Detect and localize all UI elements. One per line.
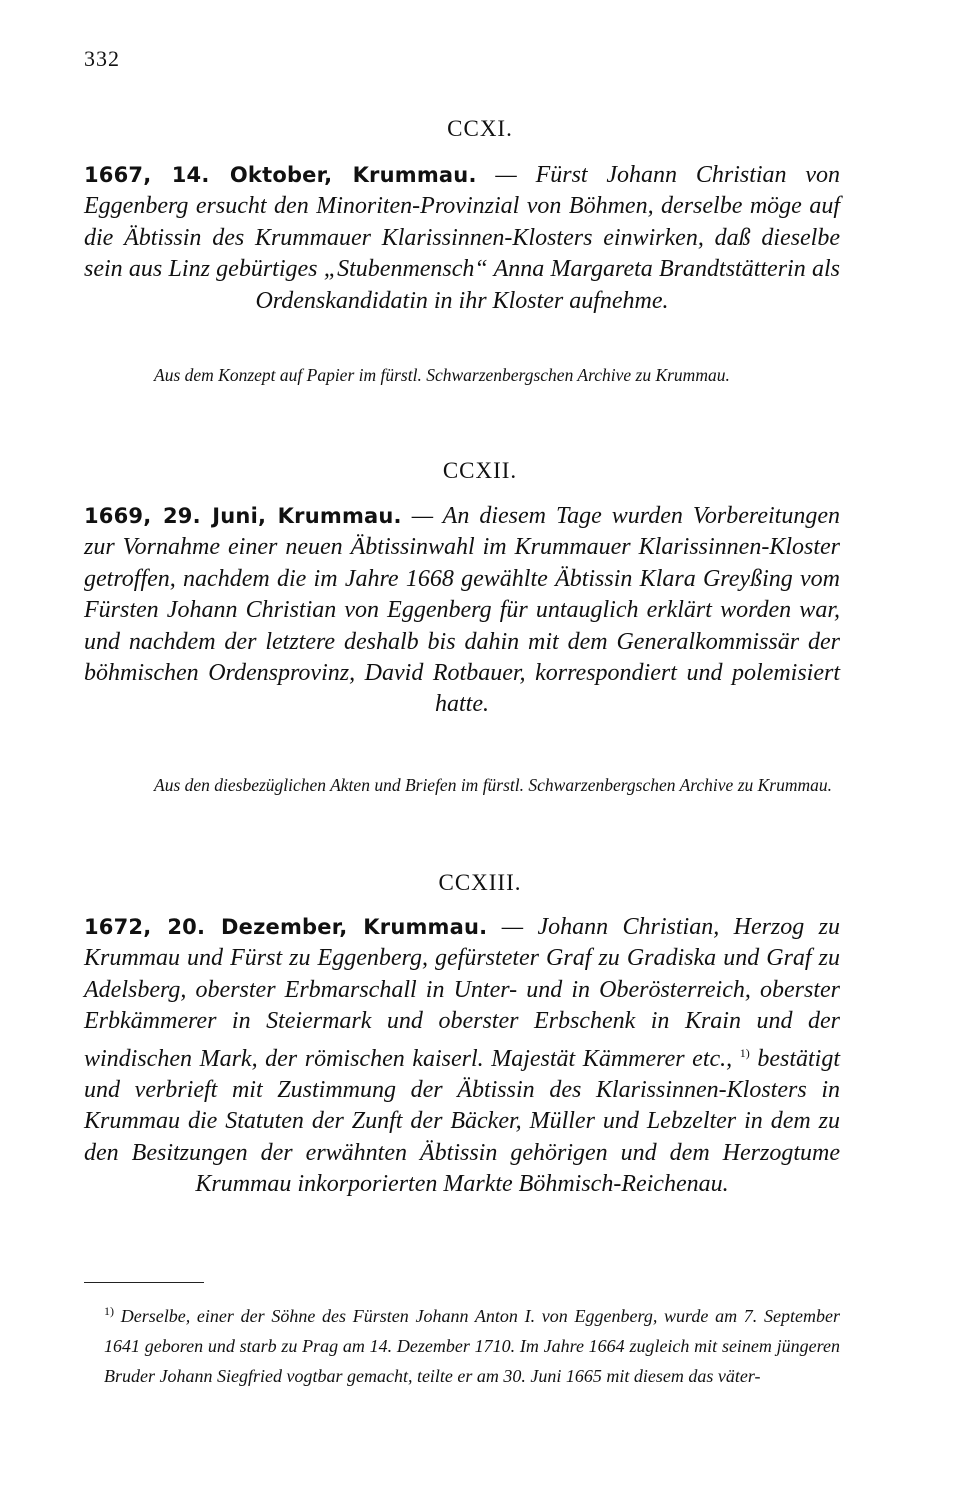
entry-regest <box>84 160 840 317</box>
footnote <box>104 1296 840 1391</box>
entry-text: — An diesem Tage wurden Vorbereitungen zur Vornahme einer neuen Äbtissinwahl im Krummauer Klarissinnen-Kloster getroffen, nachdem die im Jahre 1668 gewählte Äbtissin Klara Greyßing vom Fürsten Johann Christian von Eggenberg für untauglich erklärt worden war, und nachdem der letztere deshalb bis dahin mit dem Generalkommissär der böhmischen Ordensprovinz, David Rotbauer, korrespondiert und polemisiert hatte. <box>84 503 840 718</box>
entry-numeral: CCXI. <box>447 116 513 141</box>
entry-source: Aus den diesbezüglichen Akten und Briefen im fürstl. Schwarzenbergschen Archive zu Krummau. <box>154 775 833 795</box>
footnote-text: Derselbe, einer der Söhne des Fürsten Johann Anton I. von Eggenberg, wurde am 7. September 1641 geboren und starb zu Prag am 14. Dezember 1710. Im Jahre 1664 zugleich mit seinem jüngeren Bruder Johann Siegfried vogtbar gemacht, teilte er am 30. Juni 1665 mit diesem das väter- <box>104 1306 841 1386</box>
footnote-divider <box>84 1282 204 1283</box>
entry-numeral: CCXIII. <box>438 870 522 895</box>
entry-numeral: CCXII. <box>442 458 518 483</box>
entry-date: 1672, 20. Dezember, Krummau. <box>84 915 488 939</box>
footnote-reference[interactable]: 1) <box>739 1045 750 1060</box>
entry-text-part-1: — Johann Christian, Herzog zu Krummau und Fürst zu Eggenberg, gefürsteter Graf zu Gradiska und Graf zu Adelsberg, oberster Erbmarschall in Unter- und in Oberösterreich, oberster Erbkämmerer in Steiermark und oberster Erbschenk in Krain und der windischen Mark, der römischen kaiserl. Majestät Kämmerer etc., <box>84 914 841 1072</box>
entry-date: 1667, 14. Oktober, Krummau. <box>84 163 477 187</box>
entry-text-part-2: bestätigt und verbrieft mit Zustimmung der Äbtissin des Klarissinnen-Klosters in Krummau die Statuten der Zunft der Bäcker, Müller und Lebzelter in dem zu den Besitzungen der erwähnten Äbtissin gehörigen und dem Herzogtume Krummau inkorporierten Markte Böhmisch-Reichenau. <box>84 1045 840 1198</box>
entry-regest <box>84 912 840 1201</box>
footnote-mark: 1) <box>104 1304 114 1318</box>
entry-date: 1669, 29. Juni, Krummau. <box>84 504 402 528</box>
entry-source: Aus dem Konzept auf Papier im fürstl. Schwarzenbergschen Archive zu Krummau. <box>154 365 730 385</box>
page-number: 332 <box>84 46 120 71</box>
entry-regest <box>84 501 840 721</box>
entry-text: — Fürst Johann Christian von Eggenberg ersucht den Minoriten-Provinzial von Böhmen, derselbe möge auf die Äbtissin des Krummauer Klarissinnen-Klosters einwirken, daß dieselbe sein aus Linz gebürtiges „Stubenmensch“ Anna Margareta Brandtstätterin als Ordenskandidatin in ihr Kloster aufnehme. <box>84 162 840 314</box>
